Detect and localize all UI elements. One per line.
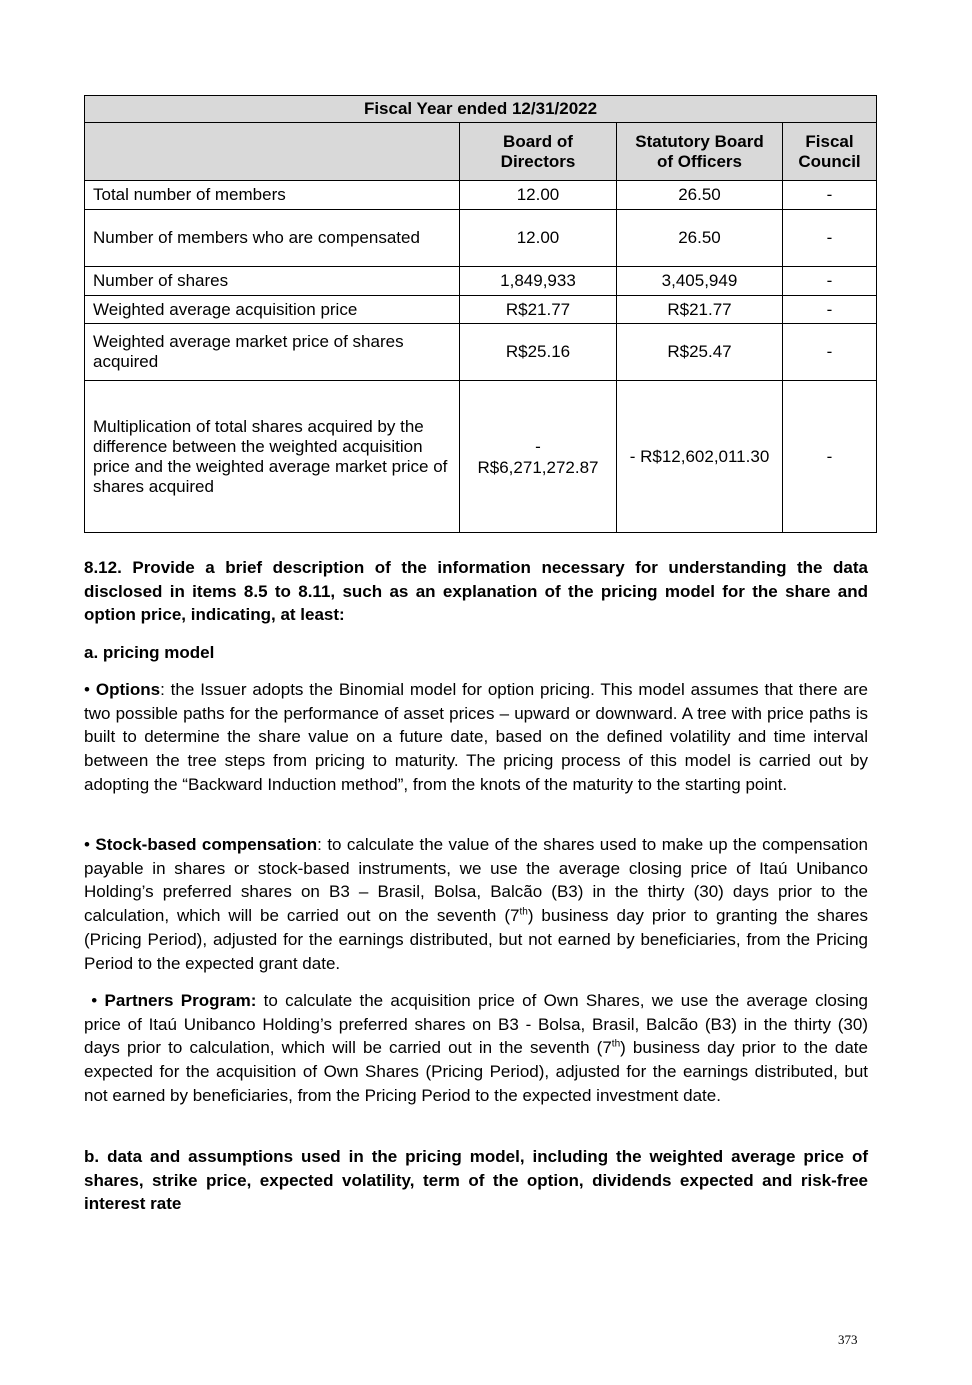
subheading-b: b. data and assumptions used in the pricing model, including the weighted average price of shares, strike price, expected volatility, term of the option, dividends expected and risk-free interest rate [84, 1147, 868, 1214]
table-header-row [85, 123, 877, 181]
cell-value: - [783, 210, 877, 267]
table-row [85, 210, 877, 267]
row-label: Weighted average market price of shares acquired [85, 324, 460, 381]
stock-superscript: th [519, 906, 528, 918]
header-statutory-board: Statutory Board of Officers [617, 123, 783, 181]
partners-label: Partners Program: [104, 991, 257, 1010]
header-board-of-directors: Board of Directors [460, 123, 617, 181]
table-title-row [85, 96, 877, 123]
cell-value: R$25.47 [617, 324, 783, 381]
options-label: Options [95, 680, 161, 699]
partners-paragraph: • Partners Program: to calculate the acquisition price of Own Shares, we use the average closing price of Itaú Unibanco Holding’s preferred shares on B3 - Bolsa, Brasil, Balcão (B3) in the thirty (30) days prior to calculation, which will be carried out in the seventh (7th) business day prior to the date expected for the acquisition of Own Shares (Pricing Period), adjusted for the earnings distributed, but not earned by beneficiaries, from the Pricing Period to the expected investment date. [84, 991, 868, 1105]
table-title: Fiscal Year ended 12/31/2022 [85, 96, 877, 123]
subheading-a: a. pricing model [84, 643, 215, 662]
row-label: Number of members who are compensated [85, 210, 460, 267]
row-label: Multiplication of total shares acquired by the difference between the weighted acquisition price and the weighted average market price of shares acquired [85, 381, 460, 533]
table-row [85, 267, 877, 296]
header-empty [85, 123, 460, 181]
cell-value: - R$12,602,011.30 [617, 381, 783, 533]
cell-value: 26.50 [617, 181, 783, 210]
partners-text-2: ) business day prior to the date expected for the acquisition of Own Shares (Pricing Period), adjusted for the earnings distributed, but not earned by beneficiaries, from the Pricing Period to the expected investment date. [84, 1038, 868, 1105]
compensation-table [84, 95, 877, 533]
cell-value: R$25.16 [460, 324, 617, 381]
cell-value: 26.50 [617, 210, 783, 267]
cell-value: 1,849,933 [460, 267, 617, 296]
table-row [85, 381, 877, 533]
cell-value: - R$6,271,272.87 [460, 381, 617, 533]
stock-text-2: ) business day prior to granting the shares (Pricing Period), adjusted for the earnings distributed, but not earned by beneficiaries, from the Pricing Period to the expected grant date. [84, 906, 868, 973]
partners-superscript: th [611, 1038, 621, 1050]
stock-paragraph: • Stock-based compensation: to calculate the value of the shares used to make up the compensation payable in shares or stock-based instruments, we use the average closing price of Itaú Unibanco Holding’s preferred shares on B3 – Brasil, Bolsa, Balcão (B3) in the thirty (30) days prior to the calculation, which will be carried out on the seventh (7th) business day prior to granting the shares (Pricing Period), adjusted for the earnings distributed, but not earned by beneficiaries, from the Pricing Period to the expected grant date. [84, 835, 868, 973]
cell-value: R$21.77 [460, 296, 617, 324]
stock-text-1: : to calculate the value of the shares used to make up the compensation payable in shares or stock-based instruments, we use the average closing price of Itaú Unibanco Holding’s preferred shares on B3 – Brasil, Bolsa, Balcão (B3) in the thirty (30) days prior to the calculation, which will be carried out on the seventh (7 [84, 835, 868, 926]
row-label: Number of shares [85, 267, 460, 296]
cell-value: 3,405,949 [617, 267, 783, 296]
cell-value: - [783, 381, 877, 533]
header-fiscal-council: Fiscal Council [783, 123, 877, 181]
cell-value: - [783, 324, 877, 381]
section-heading: 8.12. Provide a brief description of the information necessary for understanding the data disclosed in items 8.5 to 8.11, such as an explanation of the pricing model for the share and option price, indicating, at least: [84, 558, 868, 625]
row-label: Weighted average acquisition price [85, 296, 460, 324]
cell-value: 12.00 [460, 181, 617, 210]
options-text: : the Issuer adopts the Binomial model for option pricing. This model assumes that there are two possible paths for the performance of asset prices – upward or downward. A tree with price paths is built to determine the share value on a future date, based on the defined volatility and time interval between the tree steps from pricing to maturity. The pricing process of this model is carried out by adopting the “Backward Induction method”, from the knots of the maturity to the starting point. [84, 680, 868, 794]
stock-label: Stock-based compensation [95, 835, 318, 854]
cell-value: - [783, 181, 877, 210]
cell-value: - [783, 296, 877, 324]
table-row [85, 296, 877, 324]
cell-value: 12.00 [460, 210, 617, 267]
table-row [85, 181, 877, 210]
table-row [85, 324, 877, 381]
cell-value: - [783, 267, 877, 296]
page-number: 373 [838, 1332, 858, 1347]
cell-value: R$21.77 [617, 296, 783, 324]
partners-text-1: to calculate the acquisition price of Own Shares, we use the average closing price of Itaú Unibanco Holding’s preferred shares on B3 - Bolsa, Brasil, Balcão (B3) in the thirty (30) days prior to calculation, which will be carried out in the seventh (7 [84, 991, 868, 1058]
options-paragraph: • Options: the Issuer adopts the Binomial model for option pricing. This model assumes that there are two possible paths for the performance of asset prices – upward or downward. A tree with price paths is built to determine the share value on a future date, based on the defined volatility and time interval between the tree steps from pricing to maturity. The pricing process of this model is carried out by adopting the “Backward Induction method”, from the knots of the maturity to the starting point. [84, 680, 868, 794]
row-label: Total number of members [85, 181, 460, 210]
